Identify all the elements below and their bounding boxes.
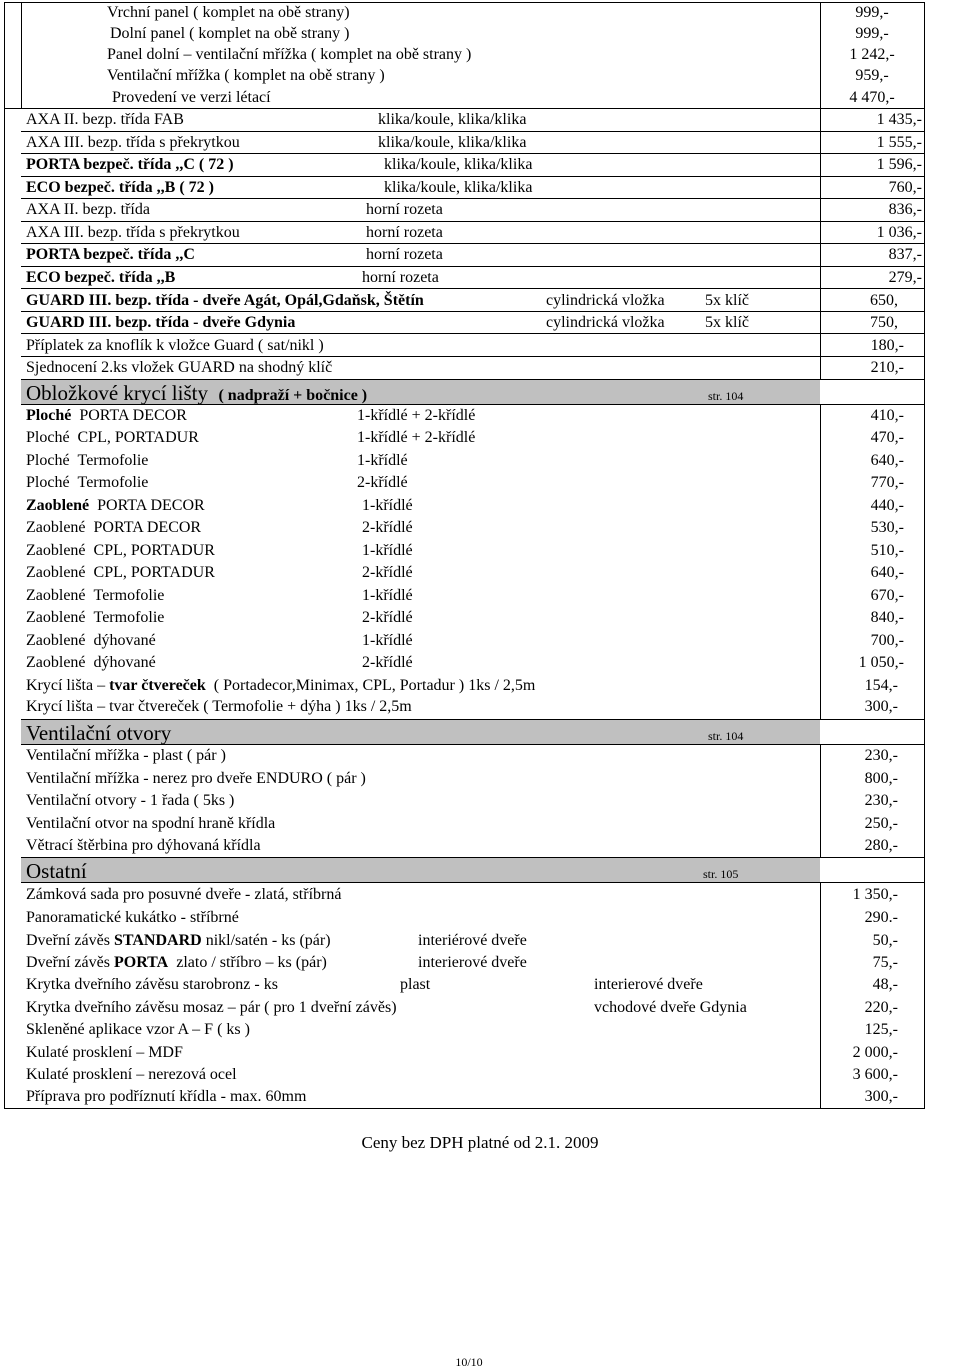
cover-strip-price: 154,- (864, 677, 898, 694)
obklad-wings: 1-křídlé (362, 497, 413, 514)
hardware-name: AXA III. bezp. třída s překrytkou (26, 224, 240, 241)
panel-label: Dolní panel ( komplet na obě strany ) (110, 25, 350, 42)
obklad-row: Zaoblené CPL, PORTADUR (26, 564, 215, 581)
other-price: 125,- (864, 1021, 898, 1038)
panel-price: 959,- (855, 67, 889, 84)
hardware-name: AXA II. bezp. třída FAB (26, 111, 184, 128)
vent-row: Ventilační otvory - 1 řada ( 5ks ) (26, 792, 235, 809)
hardware-name: GUARD III. bezp. třída - dveře Agát, Opál,Gdaňsk, Štětín (26, 292, 424, 309)
obklad-wings: 1-křídlé + 2-křídlé (357, 429, 476, 446)
obklad-row: Zaoblené dýhované (26, 632, 156, 649)
panel-price: 999,- (855, 4, 889, 21)
hardware-price: 1 036,- (876, 224, 922, 241)
other-price: 50,- (872, 932, 898, 949)
page-number: 10/10 (455, 1355, 483, 1369)
panel-price: 4 470,- (849, 89, 895, 106)
hardware-extra: 5x klíč (705, 292, 749, 309)
other-row: Dveřní závěs STANDARD nikl/satén - ks (pár) (26, 932, 331, 949)
hardware-price: 279,- (888, 269, 922, 286)
obklad-price: 700,- (870, 632, 904, 649)
other-row: Příprava pro podříznutí křídla - max. 60mm (26, 1088, 307, 1105)
obklad-wings: 2-křídlé (362, 564, 413, 581)
hardware-price: 180,- (870, 337, 904, 354)
hardware-spec: horní rozeta (366, 224, 443, 241)
other-price: 2 000,- (852, 1044, 898, 1061)
obklad-row: Zaoblené Termofolie (26, 609, 165, 626)
obklad-row: Zaoblené dýhované (26, 654, 156, 671)
vent-price: 280,- (864, 837, 898, 854)
other-note: interiérové dveře (418, 932, 527, 949)
hardware-name: ECO bezpeč. třída ,,B ( 72 ) (26, 179, 214, 196)
other-note: vchodové dveře Gdynia (594, 999, 747, 1016)
hardware-name: PORTA bezpeč. třída ,,C ( 72 ) (26, 156, 234, 173)
section-title: Ventilační otvory (26, 721, 172, 745)
other-row: Panoramatické kukátko - stříbrné (26, 909, 239, 926)
hardware-name: GUARD III. bezp. třída - dveře Gdynia (26, 314, 296, 331)
hardware-spec: horní rozeta (362, 269, 439, 286)
obklad-price: 640,- (870, 564, 904, 581)
other-row: Zámková sada pro posuvné dveře - zlatá, stříbrná (26, 886, 342, 903)
vent-row: Ventilační mřížka - nerez pro dveře ENDURO ( pár ) (26, 770, 366, 787)
panel-label: Vrchní panel ( komplet na obě strany) (107, 4, 350, 21)
vent-row: Větrací štěrbina pro dýhovaná křídla (26, 837, 261, 854)
hardware-price: 1 596,- (876, 156, 922, 173)
hardware-spec: horní rozeta (366, 201, 443, 218)
obklad-price: 530,- (870, 519, 904, 536)
hardware-name: ECO bezpeč. třída ,,B (26, 269, 176, 286)
hardware-name: Sjednocení 2.ks vložek GUARD na shodný klíč (26, 359, 333, 376)
obklad-wings: 2-křídlé (362, 654, 413, 671)
panel-label: Panel dolní – ventilační mřížka ( komplet na obě strany ) (107, 46, 472, 63)
other-note: interierové dveře (418, 954, 527, 971)
obklad-row: Ploché CPL, PORTADUR (26, 429, 199, 446)
section-band-other (21, 857, 820, 882)
obklad-price: 770,- (870, 474, 904, 491)
obklad-price: 840,- (870, 609, 904, 626)
validity-footer: Ceny bez DPH platné od 2.1. 2009 (361, 1133, 599, 1152)
other-row: Kulaté prosklení – MDF (26, 1044, 183, 1061)
hardware-spec: klika/koule, klika/klika (378, 111, 527, 128)
hardware-price: 1 435,- (876, 111, 922, 128)
other-mid: plast (400, 976, 431, 993)
hardware-extra: 5x klíč (705, 314, 749, 331)
obklad-wings: 2-křídlé (362, 519, 413, 536)
page-reference: str. 105 (703, 867, 739, 881)
obklad-wings: 1-křídlé (362, 542, 413, 559)
obklad-wings: 1-křídlé + 2-křídlé (357, 407, 476, 424)
obklad-row: Ploché PORTA DECOR (26, 407, 187, 424)
hardware-spec: horní rozeta (366, 246, 443, 263)
other-note: interierové dveře (594, 976, 703, 993)
other-price: 300,- (864, 1088, 898, 1105)
vent-price: 230,- (864, 792, 898, 809)
hardware-spec: cylindrická vložka (546, 292, 665, 309)
page-reference: str. 104 (708, 389, 744, 403)
obklad-wings: 1-křídlé (362, 632, 413, 649)
hardware-spec: klika/koule, klika/klika (378, 134, 527, 151)
obklad-row: Zaoblené Termofolie (26, 587, 165, 604)
obklad-price: 640,- (870, 452, 904, 469)
obklad-wings: 1-křídlé (357, 452, 408, 469)
obklad-price: 510,- (870, 542, 904, 559)
cover-strip-price: 300,- (864, 698, 898, 715)
other-row: Skleněné aplikace vzor A – F ( ks ) (26, 1021, 250, 1038)
obklad-price: 410,- (870, 407, 904, 424)
other-price: 3 600,- (852, 1066, 898, 1083)
section-subtitle: ( nadpraží + bočnice ) (218, 387, 368, 404)
obklad-price: 1 050,- (858, 654, 904, 671)
hardware-price: 760,- (888, 179, 922, 196)
other-row: Dveřní závěs PORTA zlato / stříbro – ks (pár) (26, 954, 327, 971)
panel-label: Ventilační mřížka ( komplet na obě strany ) (107, 67, 385, 84)
other-price: 48,- (872, 976, 898, 993)
other-row: Kulaté prosklení – nerezová ocel (26, 1066, 237, 1083)
obklad-row: Ploché Termofolie (26, 474, 149, 491)
other-price: 220,- (864, 999, 898, 1016)
cover-strip-row: Krycí lišta – tvar čtvereček ( Termofolie + dýha ) 1ks / 2,5m (26, 698, 412, 715)
hardware-price: 750, (870, 314, 898, 331)
obklad-price: 470,- (870, 429, 904, 446)
section-title: Ostatní (26, 859, 87, 883)
hardware-spec: klika/koule, klika/klika (384, 179, 533, 196)
hardware-price: 210,- (870, 359, 904, 376)
panel-price: 1 242,- (849, 46, 895, 63)
obklad-row: Ploché Termofolie (26, 452, 149, 469)
vent-price: 250,- (864, 815, 898, 832)
hardware-price: 650, (870, 292, 898, 309)
hardware-name: Příplatek za knoflík k vložce Guard ( sat/nikl ) (26, 337, 324, 354)
obklad-row: Zaoblené CPL, PORTADUR (26, 542, 215, 559)
hardware-name: PORTA bezpeč. třída ,,C (26, 246, 195, 263)
obklad-row: Zaoblené PORTA DECOR (26, 497, 205, 514)
obklad-wings: 2-křídlé (357, 474, 408, 491)
vent-row: Ventilační otvor na spodní hraně křídla (26, 815, 276, 832)
cover-strip-row: Krycí lišta – tvar čtvereček ( Portadecor,Minimax, CPL, Portadur ) 1ks / 2,5m (26, 677, 536, 694)
hardware-price: 837,- (888, 246, 922, 263)
panel-label: Provedení ve verzi létací (112, 89, 271, 106)
page-reference: str. 104 (708, 729, 744, 743)
other-price: 75,- (872, 954, 898, 971)
other-price: 290.- (864, 909, 898, 926)
hardware-price: 1 555,- (876, 134, 922, 151)
panel-price: 999,- (855, 25, 889, 42)
obklad-wings: 1-křídlé (362, 587, 413, 604)
vent-row: Ventilační mřížka - plast ( pár ) (26, 747, 226, 764)
obklad-price: 440,- (870, 497, 904, 514)
obklad-wings: 2-křídlé (362, 609, 413, 626)
other-row: Krytka dveřního závěsu mosaz – pár ( pro 1 dveřní závěs) (26, 999, 397, 1016)
hardware-name: AXA II. bezp. třída (26, 201, 150, 218)
other-price: 1 350,- (852, 886, 898, 903)
vent-price: 230,- (864, 747, 898, 764)
hardware-spec: klika/koule, klika/klika (384, 156, 533, 173)
hardware-price: 836,- (888, 201, 922, 218)
obklad-row: Zaoblené PORTA DECOR (26, 519, 202, 536)
section-title: Obložkové krycí lišty ( nadpraží + bočnice ) (26, 381, 368, 405)
obklad-price: 670,- (870, 587, 904, 604)
hardware-name: AXA III. bezp. třída s překrytkou (26, 134, 240, 151)
other-row: Krytka dveřního závěsu starobronz - ks (26, 976, 278, 993)
vent-price: 800,- (864, 770, 898, 787)
hardware-spec: cylindrická vložka (546, 314, 665, 331)
